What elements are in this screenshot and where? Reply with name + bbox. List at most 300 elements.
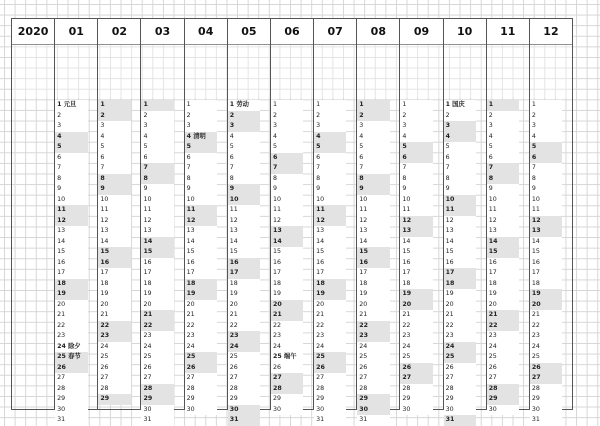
day-cell[interactable]: 8 <box>228 174 260 185</box>
day-cell[interactable]: 9 <box>141 184 173 195</box>
day-cell[interactable]: 11 <box>530 205 562 216</box>
day-cell[interactable]: 7 <box>444 163 476 174</box>
day-cell[interactable]: 12 <box>55 216 87 227</box>
day-cell[interactable]: 9 <box>444 184 476 195</box>
day-cell[interactable]: 3 <box>444 121 476 132</box>
day-cell[interactable]: 19 <box>185 289 217 300</box>
day-cell[interactable]: 17 <box>487 268 519 279</box>
day-cell[interactable]: 10 <box>530 195 562 206</box>
day-cell[interactable]: 16 <box>98 258 130 269</box>
day-cell[interactable]: 28 <box>314 384 346 395</box>
day-cell[interactable]: 4 <box>357 132 389 143</box>
day-cell[interactable]: 1 <box>98 100 130 111</box>
day-cell[interactable]: 19 <box>271 289 303 300</box>
day-cell[interactable]: 29 <box>55 394 87 405</box>
day-cell[interactable]: 12 <box>487 216 519 227</box>
day-cell[interactable]: 20 <box>141 300 173 311</box>
day-cell[interactable]: 29 <box>530 394 562 405</box>
day-cell[interactable]: 12 <box>530 216 562 227</box>
day-cell[interactable]: 23 <box>444 331 476 342</box>
day-cell[interactable]: 9 <box>185 184 217 195</box>
day-cell[interactable]: 8 <box>487 174 519 185</box>
day-cell[interactable]: 17 <box>228 268 260 279</box>
day-cell[interactable]: 7 <box>400 163 432 174</box>
day-cell[interactable]: 31 <box>314 415 346 426</box>
day-cell[interactable]: 14 <box>357 237 389 248</box>
day-cell[interactable]: 2 <box>271 111 303 122</box>
day-cell[interactable]: 2 <box>314 111 346 122</box>
day-cell[interactable]: 11 <box>141 205 173 216</box>
day-cell[interactable]: 22 <box>185 321 217 332</box>
day-cell[interactable]: 22 <box>55 321 87 332</box>
day-cell[interactable]: 18 <box>400 279 432 290</box>
day-cell[interactable]: 12 <box>271 216 303 227</box>
day-cell[interactable]: 30 <box>444 405 476 416</box>
day-cell[interactable]: 26 <box>357 363 389 374</box>
day-cell[interactable]: 20 <box>530 300 562 311</box>
day-cell[interactable]: 19 <box>55 289 87 300</box>
day-cell[interactable]: 4 <box>271 132 303 143</box>
day-cell[interactable]: 25 <box>357 352 389 363</box>
day-cell[interactable]: 28 <box>487 384 519 395</box>
day-cell[interactable]: 15 <box>357 247 389 258</box>
day-cell[interactable]: 24 <box>357 342 389 353</box>
day-cell[interactable]: 20 <box>487 300 519 311</box>
day-cell[interactable]: 29 <box>400 394 432 405</box>
day-cell[interactable]: 24 <box>487 342 519 353</box>
day-cell[interactable]: 22 <box>228 321 260 332</box>
day-cell[interactable]: 21 <box>487 310 519 321</box>
day-cell[interactable]: 2 <box>357 111 389 122</box>
day-cell[interactable]: 25 <box>185 352 217 363</box>
day-cell[interactable]: 1 劳动 <box>228 100 260 111</box>
day-cell[interactable]: 11 <box>357 205 389 216</box>
day-cell[interactable]: 4 <box>400 132 432 143</box>
day-cell[interactable]: 2 <box>185 111 217 122</box>
day-cell[interactable]: 12 <box>98 216 130 227</box>
day-cell[interactable]: 18 <box>314 279 346 290</box>
day-cell[interactable]: 21 <box>98 310 130 321</box>
day-cell[interactable]: 10 <box>400 195 432 206</box>
day-cell[interactable]: 5 <box>444 142 476 153</box>
day-cell[interactable]: 19 <box>357 289 389 300</box>
day-cell[interactable]: 27 <box>487 373 519 384</box>
day-cell[interactable]: 27 <box>185 373 217 384</box>
day-cell[interactable]: 31 <box>228 415 260 426</box>
day-cell[interactable]: 25 <box>228 352 260 363</box>
day-cell[interactable]: 14 <box>530 237 562 248</box>
day-cell[interactable]: 4 <box>98 132 130 143</box>
day-cell[interactable]: 27 <box>98 373 130 384</box>
day-cell[interactable]: 10 <box>55 195 87 206</box>
day-cell[interactable]: 15 <box>314 247 346 258</box>
day-cell[interactable]: 6 <box>228 153 260 164</box>
day-cell[interactable]: 12 <box>314 216 346 227</box>
day-cell[interactable]: 15 <box>141 247 173 258</box>
day-cell[interactable]: 3 <box>357 121 389 132</box>
day-cell[interactable]: 14 <box>271 237 303 248</box>
day-cell[interactable]: 25 春节 <box>55 352 87 363</box>
day-cell[interactable]: 8 <box>185 174 217 185</box>
day-cell[interactable]: 5 <box>185 142 217 153</box>
day-cell[interactable]: 26 <box>530 363 562 374</box>
day-cell[interactable]: 22 <box>487 321 519 332</box>
day-cell[interactable]: 15 <box>228 247 260 258</box>
day-cell[interactable]: 26 <box>98 363 130 374</box>
day-cell[interactable]: 18 <box>487 279 519 290</box>
day-cell[interactable]: 7 <box>487 163 519 174</box>
day-cell[interactable]: 19 <box>98 289 130 300</box>
day-cell[interactable]: 1 <box>400 100 432 111</box>
day-cell[interactable]: 8 <box>400 174 432 185</box>
day-cell[interactable]: 8 <box>55 174 87 185</box>
day-cell[interactable]: 2 <box>530 111 562 122</box>
day-cell[interactable]: 23 <box>185 331 217 342</box>
day-cell[interactable]: 13 <box>185 226 217 237</box>
day-cell[interactable]: 17 <box>271 268 303 279</box>
day-cell[interactable]: 4 <box>314 132 346 143</box>
day-cell[interactable]: 8 <box>314 174 346 185</box>
day-cell[interactable]: 7 <box>314 163 346 174</box>
day-cell[interactable]: 12 <box>141 216 173 227</box>
day-cell[interactable]: 15 <box>444 247 476 258</box>
day-cell[interactable]: 19 <box>228 289 260 300</box>
day-cell[interactable]: 10 <box>271 195 303 206</box>
day-cell[interactable]: 19 <box>400 289 432 300</box>
day-cell[interactable]: 7 <box>357 163 389 174</box>
day-cell[interactable]: 24 <box>400 342 432 353</box>
day-cell[interactable]: 30 <box>228 405 260 416</box>
day-cell[interactable]: 13 <box>98 226 130 237</box>
day-cell[interactable]: 23 <box>400 331 432 342</box>
day-cell[interactable]: 4 清明 <box>185 132 217 143</box>
day-cell[interactable]: 19 <box>141 289 173 300</box>
day-cell[interactable]: 5 <box>55 142 87 153</box>
day-cell[interactable]: 6 <box>400 153 432 164</box>
day-cell[interactable]: 9 <box>55 184 87 195</box>
day-cell[interactable]: 24 <box>444 342 476 353</box>
day-cell[interactable]: 4 <box>530 132 562 143</box>
day-cell[interactable]: 1 <box>141 100 173 111</box>
day-cell[interactable]: 17 <box>444 268 476 279</box>
day-cell[interactable]: 20 <box>444 300 476 311</box>
day-cell[interactable]: 27 <box>141 373 173 384</box>
day-cell[interactable]: 5 <box>357 142 389 153</box>
day-cell[interactable]: 23 <box>98 331 130 342</box>
day-cell[interactable]: 25 <box>98 352 130 363</box>
day-cell[interactable]: 19 <box>487 289 519 300</box>
day-cell[interactable]: 3 <box>141 121 173 132</box>
day-cell[interactable]: 10 <box>357 195 389 206</box>
day-cell[interactable]: 22 <box>400 321 432 332</box>
day-cell[interactable]: 1 <box>530 100 562 111</box>
day-cell[interactable]: 21 <box>185 310 217 321</box>
day-cell[interactable]: 14 <box>98 237 130 248</box>
day-cell[interactable]: 22 <box>98 321 130 332</box>
day-cell[interactable]: 6 <box>487 153 519 164</box>
day-cell[interactable]: 13 <box>530 226 562 237</box>
day-cell[interactable]: 3 <box>55 121 87 132</box>
day-cell[interactable]: 27 <box>530 373 562 384</box>
day-cell[interactable]: 15 <box>271 247 303 258</box>
day-cell[interactable]: 26 <box>314 363 346 374</box>
day-cell[interactable]: 4 <box>487 132 519 143</box>
day-cell[interactable]: 3 <box>487 121 519 132</box>
day-cell[interactable]: 27 <box>271 373 303 384</box>
day-cell[interactable]: 24 <box>314 342 346 353</box>
day-cell[interactable]: 21 <box>400 310 432 321</box>
day-cell[interactable]: 4 <box>55 132 87 143</box>
day-cell[interactable]: 11 <box>185 205 217 216</box>
day-cell[interactable]: 6 <box>185 153 217 164</box>
day-cell[interactable]: 23 <box>357 331 389 342</box>
day-cell[interactable]: 1 <box>271 100 303 111</box>
day-cell[interactable]: 28 <box>271 384 303 395</box>
day-cell[interactable]: 16 <box>487 258 519 269</box>
day-cell[interactable]: 31 <box>357 415 389 426</box>
day-cell[interactable]: 27 <box>228 373 260 384</box>
day-cell[interactable]: 11 <box>444 205 476 216</box>
day-cell[interactable]: 12 <box>357 216 389 227</box>
day-cell[interactable]: 16 <box>228 258 260 269</box>
day-cell[interactable]: 5 <box>487 142 519 153</box>
day-cell[interactable]: 10 <box>487 195 519 206</box>
day-cell[interactable]: 30 <box>357 405 389 416</box>
day-cell[interactable]: 20 <box>185 300 217 311</box>
day-cell[interactable]: 30 <box>271 405 303 416</box>
day-cell[interactable]: 6 <box>98 153 130 164</box>
day-cell[interactable]: 14 <box>487 237 519 248</box>
day-cell[interactable]: 13 <box>444 226 476 237</box>
day-cell[interactable]: 1 元旦 <box>55 100 87 111</box>
day-cell[interactable]: 3 <box>530 121 562 132</box>
day-cell[interactable]: 5 <box>314 142 346 153</box>
day-cell[interactable]: 11 <box>400 205 432 216</box>
day-cell[interactable]: 18 <box>98 279 130 290</box>
day-cell[interactable]: 12 <box>400 216 432 227</box>
day-cell[interactable]: 3 <box>314 121 346 132</box>
day-cell[interactable]: 6 <box>55 153 87 164</box>
day-cell[interactable]: 25 <box>487 352 519 363</box>
day-cell[interactable]: 30 <box>314 405 346 416</box>
day-cell[interactable]: 11 <box>228 205 260 216</box>
day-cell[interactable]: 29 <box>141 394 173 405</box>
day-cell[interactable]: 18 <box>141 279 173 290</box>
day-cell[interactable]: 20 <box>98 300 130 311</box>
day-cell[interactable]: 18 <box>357 279 389 290</box>
day-cell[interactable]: 8 <box>530 174 562 185</box>
day-cell[interactable]: 9 <box>314 184 346 195</box>
day-cell[interactable]: 23 <box>487 331 519 342</box>
day-cell[interactable]: 7 <box>530 163 562 174</box>
day-cell[interactable]: 18 <box>185 279 217 290</box>
day-cell[interactable]: 28 <box>530 384 562 395</box>
day-cell[interactable]: 10 <box>228 195 260 206</box>
day-cell[interactable]: 11 <box>55 205 87 216</box>
day-cell[interactable]: 20 <box>357 300 389 311</box>
day-cell[interactable]: 13 <box>55 226 87 237</box>
day-cell[interactable]: 14 <box>444 237 476 248</box>
day-cell[interactable]: 14 <box>141 237 173 248</box>
day-cell[interactable]: 27 <box>444 373 476 384</box>
day-cell[interactable]: 17 <box>55 268 87 279</box>
day-cell[interactable]: 21 <box>271 310 303 321</box>
day-cell[interactable]: 9 <box>487 184 519 195</box>
day-cell[interactable]: 6 <box>357 153 389 164</box>
day-cell[interactable]: 1 <box>314 100 346 111</box>
day-cell[interactable]: 24 <box>530 342 562 353</box>
day-cell[interactable]: 23 <box>141 331 173 342</box>
day-cell[interactable]: 2 <box>141 111 173 122</box>
day-cell[interactable]: 1 <box>185 100 217 111</box>
day-cell[interactable]: 4 <box>141 132 173 143</box>
day-cell[interactable]: 25 <box>444 352 476 363</box>
day-cell[interactable]: 31 <box>530 415 562 426</box>
day-cell[interactable]: 12 <box>444 216 476 227</box>
day-cell[interactable]: 18 <box>271 279 303 290</box>
day-cell[interactable]: 10 <box>98 195 130 206</box>
day-cell[interactable]: 28 <box>228 384 260 395</box>
day-cell[interactable]: 21 <box>357 310 389 321</box>
day-cell[interactable]: 3 <box>400 121 432 132</box>
day-cell[interactable]: 16 <box>55 258 87 269</box>
day-cell[interactable]: 16 <box>400 258 432 269</box>
day-cell[interactable]: 26 <box>487 363 519 374</box>
day-cell[interactable]: 4 <box>444 132 476 143</box>
day-cell[interactable]: 31 <box>141 415 173 426</box>
day-cell[interactable]: 26 <box>271 363 303 374</box>
day-cell[interactable]: 16 <box>314 258 346 269</box>
day-cell[interactable]: 12 <box>228 216 260 227</box>
day-cell[interactable]: 13 <box>400 226 432 237</box>
day-cell[interactable]: 7 <box>271 163 303 174</box>
day-cell[interactable]: 7 <box>55 163 87 174</box>
day-cell[interactable]: 28 <box>98 384 130 395</box>
day-cell[interactable]: 16 <box>357 258 389 269</box>
day-cell[interactable]: 25 <box>530 352 562 363</box>
day-cell[interactable]: 20 <box>400 300 432 311</box>
day-cell[interactable]: 23 <box>314 331 346 342</box>
day-cell[interactable]: 7 <box>185 163 217 174</box>
day-cell[interactable]: 4 <box>228 132 260 143</box>
day-cell[interactable]: 1 <box>487 100 519 111</box>
day-cell[interactable]: 6 <box>444 153 476 164</box>
day-cell[interactable]: 29 <box>357 394 389 405</box>
day-cell[interactable]: 17 <box>314 268 346 279</box>
day-cell[interactable]: 24 除夕 <box>55 342 87 353</box>
day-cell[interactable]: 22 <box>141 321 173 332</box>
day-cell[interactable]: 9 <box>357 184 389 195</box>
day-cell[interactable]: 14 <box>55 237 87 248</box>
day-cell[interactable]: 8 <box>141 174 173 185</box>
day-cell[interactable]: 7 <box>141 163 173 174</box>
day-cell[interactable]: 3 <box>228 121 260 132</box>
day-cell[interactable]: 9 <box>228 184 260 195</box>
day-cell[interactable]: 21 <box>530 310 562 321</box>
day-cell[interactable]: 24 <box>271 342 303 353</box>
day-cell[interactable]: 13 <box>228 226 260 237</box>
day-cell[interactable]: 15 <box>98 247 130 258</box>
day-cell[interactable]: 15 <box>530 247 562 258</box>
day-cell[interactable]: 5 <box>98 142 130 153</box>
day-cell[interactable]: 30 <box>185 405 217 416</box>
day-cell[interactable]: 16 <box>530 258 562 269</box>
day-cell[interactable]: 13 <box>487 226 519 237</box>
day-cell[interactable]: 23 <box>55 331 87 342</box>
day-cell[interactable]: 2 <box>228 111 260 122</box>
day-cell[interactable]: 15 <box>185 247 217 258</box>
day-cell[interactable]: 5 <box>228 142 260 153</box>
day-cell[interactable]: 17 <box>400 268 432 279</box>
day-cell[interactable]: 3 <box>98 121 130 132</box>
day-cell[interactable]: 29 <box>487 394 519 405</box>
day-cell[interactable]: 5 <box>271 142 303 153</box>
day-cell[interactable]: 7 <box>228 163 260 174</box>
day-cell[interactable]: 22 <box>357 321 389 332</box>
day-cell[interactable]: 21 <box>141 310 173 321</box>
day-cell[interactable]: 2 <box>55 111 87 122</box>
day-cell[interactable]: 9 <box>530 184 562 195</box>
day-cell[interactable]: 10 <box>314 195 346 206</box>
day-cell[interactable]: 8 <box>357 174 389 185</box>
day-cell[interactable]: 16 <box>271 258 303 269</box>
day-cell[interactable]: 21 <box>55 310 87 321</box>
day-cell[interactable]: 20 <box>271 300 303 311</box>
day-cell[interactable]: 15 <box>487 247 519 258</box>
day-cell[interactable]: 10 <box>444 195 476 206</box>
day-cell[interactable]: 30 <box>487 405 519 416</box>
day-cell[interactable]: 5 <box>530 142 562 153</box>
day-cell[interactable]: 19 <box>530 289 562 300</box>
day-cell[interactable]: 26 <box>55 363 87 374</box>
day-cell[interactable]: 24 <box>98 342 130 353</box>
day-cell[interactable]: 23 <box>530 331 562 342</box>
day-cell[interactable]: 19 <box>444 289 476 300</box>
day-cell[interactable]: 29 <box>271 394 303 405</box>
day-cell[interactable]: 10 <box>185 195 217 206</box>
day-cell[interactable]: 28 <box>141 384 173 395</box>
day-cell[interactable]: 2 <box>487 111 519 122</box>
day-cell[interactable]: 27 <box>357 373 389 384</box>
day-cell[interactable]: 13 <box>141 226 173 237</box>
day-cell[interactable]: 28 <box>55 384 87 395</box>
day-cell[interactable]: 24 <box>228 342 260 353</box>
day-cell[interactable]: 28 <box>444 384 476 395</box>
day-cell[interactable]: 11 <box>487 205 519 216</box>
day-cell[interactable]: 29 <box>444 394 476 405</box>
day-cell[interactable]: 8 <box>444 174 476 185</box>
day-cell[interactable]: 8 <box>98 174 130 185</box>
day-cell[interactable]: 18 <box>228 279 260 290</box>
day-cell[interactable]: 2 <box>400 111 432 122</box>
day-cell[interactable]: 9 <box>98 184 130 195</box>
day-cell[interactable]: 25 端午 <box>271 352 303 363</box>
day-cell[interactable]: 14 <box>228 237 260 248</box>
day-cell[interactable]: 16 <box>185 258 217 269</box>
day-cell[interactable]: 30 <box>530 405 562 416</box>
day-cell[interactable]: 21 <box>444 310 476 321</box>
day-cell[interactable]: 6 <box>530 153 562 164</box>
day-cell[interactable]: 14 <box>400 237 432 248</box>
day-cell[interactable]: 17 <box>530 268 562 279</box>
day-cell[interactable]: 11 <box>98 205 130 216</box>
day-cell[interactable]: 18 <box>55 279 87 290</box>
day-cell[interactable]: 26 <box>185 363 217 374</box>
day-cell[interactable]: 26 <box>228 363 260 374</box>
day-cell[interactable]: 3 <box>185 121 217 132</box>
day-cell[interactable]: 18 <box>530 279 562 290</box>
day-cell[interactable]: 15 <box>400 247 432 258</box>
